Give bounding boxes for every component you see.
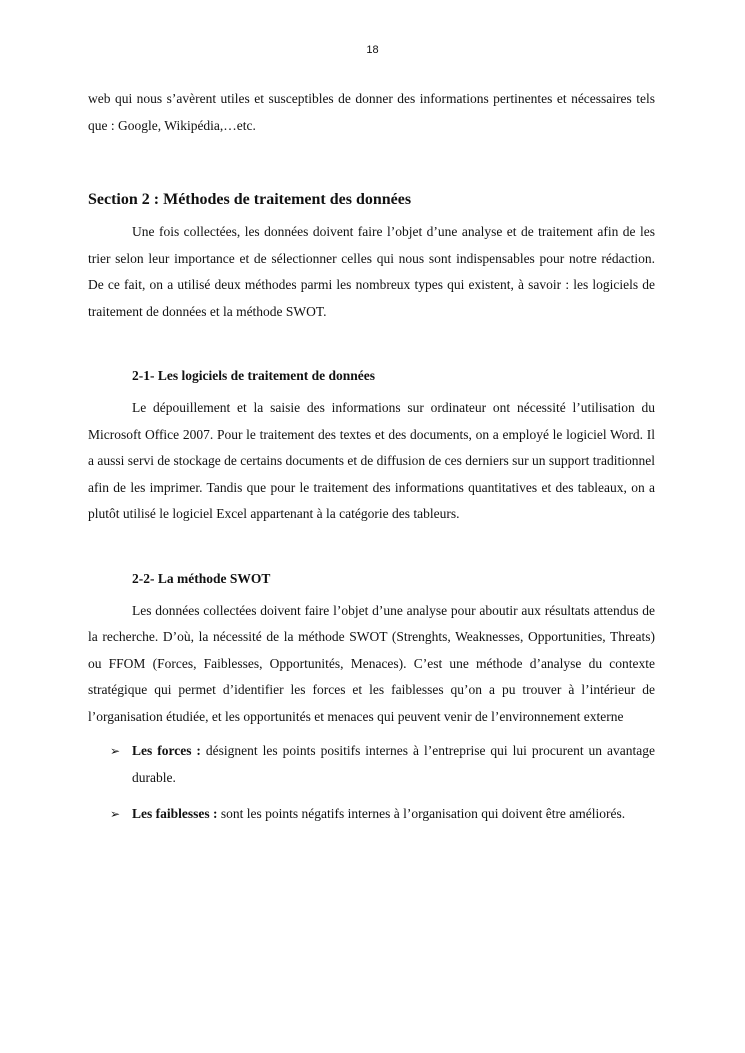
subsection-2-1-paragraph: Le dépouillement et la saisie des informations sur ordinateur ont nécessité l’utilisation du Microsoft Office 2007. Pour le traitement des textes et des documents, on a employé le logiciel Word. Il a aussi servi de stockage de certains documents et de diffusion de ces derniers sur un support traditionnel afin de les imprimer. Tandis que pour le traitement des informations quantitatives et des tableaux, on a plutôt utilisé le logiciel Excel appartenant à la catégorie des tableurs. — [88, 400, 655, 521]
section-2-heading: Section 2 : Méthodes de traitement des données — [88, 191, 412, 208]
arrow-bullet-icon: ➢ — [110, 744, 121, 758]
bullet-term: Les forces : — [132, 743, 201, 758]
bullet-item-forces — [88, 738, 655, 791]
bullet-text: sont les points négatifs internes à l’organisation qui doivent être améliorés. — [217, 806, 626, 821]
bullet-item-faiblesses — [88, 801, 655, 828]
bullet-text: désignent les points positifs internes à l’entreprise qui lui procurent un avantage durable. — [132, 743, 656, 785]
swot-bullet-list — [88, 738, 655, 828]
bullet-term: Les faiblesses : — [132, 806, 218, 821]
arrow-bullet-icon: ➢ — [110, 807, 121, 821]
subsection-2-2-heading: 2-2- La méthode SWOT — [132, 570, 271, 586]
subsection-2-1-heading: 2-1- Les logiciels de traitement de données — [132, 368, 375, 383]
section-2-paragraph: Une fois collectées, les données doivent faire l’objet d’une analyse et de traitement afin de les trier selon leur importance et de sélectionner celles qui nous sont indispensables pour notre rédaction. De ce fait, on a utilisé deux méthodes parmi les nombreux types qui existent, à savoir : les logiciels de traitement de données et la méthode SWOT. — [88, 224, 655, 319]
page-number: 18 — [366, 44, 379, 56]
intro-paragraph: web qui nous s’avèrent utiles et susceptibles de donner des informations pertinentes et nécessaires tels que : Google, Wikipédia,…etc. — [88, 91, 655, 133]
page-content — [88, 86, 655, 838]
subsection-2-2-paragraph: Les données collectées doivent faire l’objet d’une analyse pour aboutir aux résultats attendus de la recherche. D’où, la nécessité de la méthode SWOT (Strenghts, Weaknesses, Opportunities, Threats) ou FFOM (Forces, Faiblesses, Opportunités, Menaces). C’est une méthode d’analyse du contexte stratégique qui permet d’identifier les forces et les faiblesses qu’on a pu trouver à l’intérieur de l’organisation étudiée, et les opportunités et menaces qui peuvent venir de l’environnement externe — [88, 602, 655, 724]
